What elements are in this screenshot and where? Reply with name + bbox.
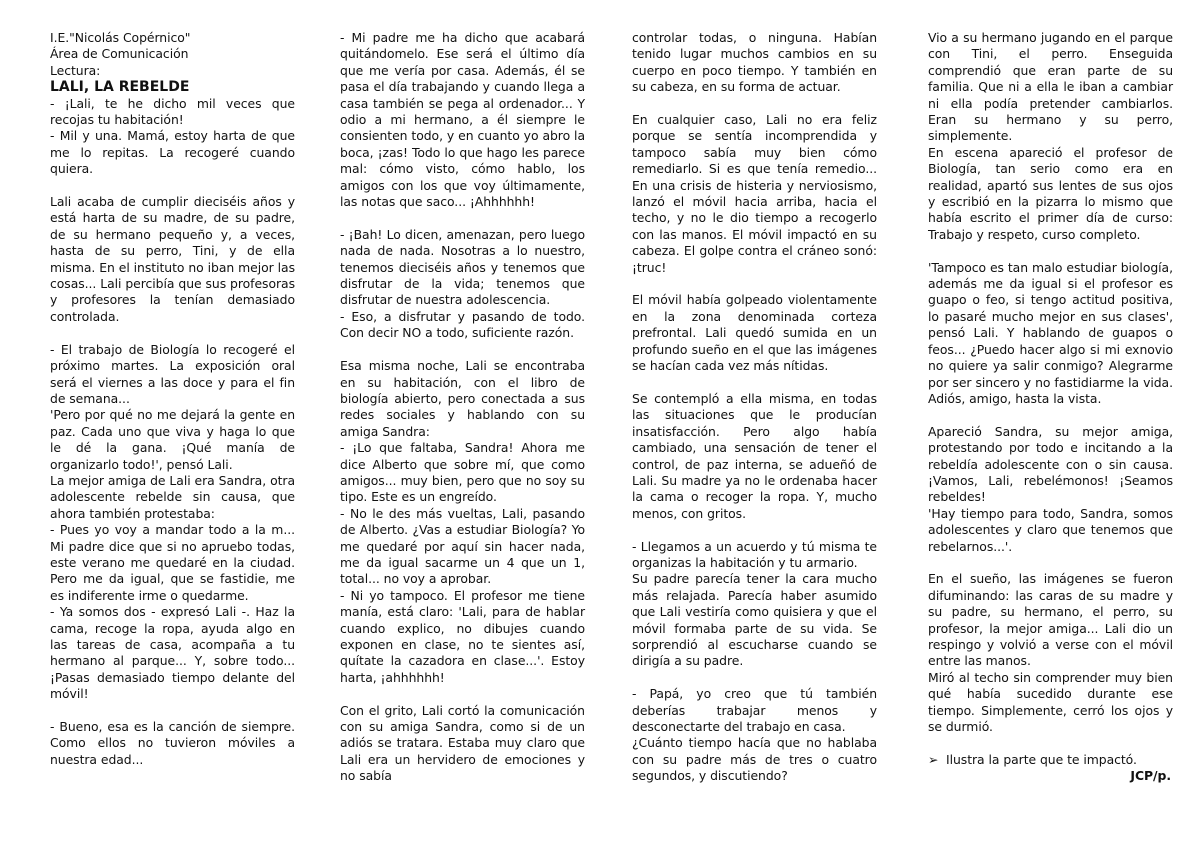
reading-label: Lectura: [50,62,101,78]
story-paragraph: - Llegamos a un acuerdo y tú misma te organizas la habitación y tu armario. [632,538,877,570]
story-paragraph: 'Tampoco es tan malo estudiar biología, además me da igual si el profesor es guapo o feo, si tengo actitud positiva, lo pasaré mucho mejor en sus clases', pensó Lali. Y hablando de guapos o feos... ¿Puedo hacer algo si mi exnovio no quiere ya salir conmigo? Alegrarme por ser sincero y no fastidiarme la vida. Adiós, amigo, hasta la vista. [928,259,1173,406]
story-paragraph: - El trabajo de Biología lo recogeré el próximo martes. La exposición oral será el viernes a las doce y para el fin de semana... [50,341,295,406]
story-paragraph: controlar todas, o ninguna. Habían tenido lugar muchos cambios en su cuerpo en poco tiempo. Y también en su cabeza, en su forma de actuar. [632,30,877,95]
story-paragraph: Esa misma noche, Lali se encontraba en su habitación, con el libro de biología abierto, pero conectada a sus redes sociales y hablando con su amiga Sandra: [340,358,585,439]
story-paragraph: ¿Cuánto tiempo hacía que no hablaba con su padre más de tres o cuatro segundos, y discutiendo? [632,735,877,784]
arrow-bullet-icon: ➢ [928,751,939,767]
subject-area: Área de Comunicación [50,46,189,62]
story-paragraph: - Eso, a disfrutar y pasando de todo. Con decir NO a todo, suficiente razón. [340,308,585,341]
paragraph-spacer [632,375,877,391]
story-paragraph: - Ya somos dos - expresó Lali -. Haz la cama, recoge la ropa, ayuda algo en las tareas de casa, acompaña a tu hermano al parque... Y, sobre todo... ¡Pasas demasiado tiempo delante del móvil! [50,604,295,702]
story-paragraph: La mejor amiga de Lali era Sandra, otra adolescente rebelde sin causa, que ahora también protestaba: [50,472,295,521]
paragraph-spacer [50,178,295,194]
task-text: Ilustra la parte que te impactó. [946,751,1137,767]
paragraph-spacer [928,407,1173,423]
story-title: LALI, LA REBELDE [50,79,190,96]
paragraph-spacer [50,703,295,719]
story-paragraph: - Ni yo tampoco. El profesor me tiene manía, está claro: 'Lali, para de hablar cuando explico, no dibujes cuando exponen en clase, no te sientes así, quítate la cazadora en clase...'. Estoy harta, ¡ahhhhhh! [340,587,585,685]
story-paragraph: Apareció Sandra, su mejor amiga, protestando por todo e incitando a la rebeldía adolescente con o sin causa. ¡Vamos, Lali, rebelémonos! ¡Seamos rebeldes! [928,423,1173,505]
paragraph-spacer [340,686,585,702]
story-paragraph: En cualquier caso, Lali no era feliz porque se sentía incomprendida y tampoco sabía muy bien cómo remediarlo. Si es que tenía remedio... En una crisis de histeria y nerviosismo, lanzó el móvil hacia arriba, hacia el techo, y no le dio tiempo a recogerlo con las manos. El móvil impactó en su cabeza. El golpe contra el cráneo sonó: ¡truc! [632,112,877,275]
story-paragraph: Miró al techo sin comprender muy bien qué había sucedido durante ese tiempo. Simplemente, cerró los ojos y se durmió. [928,669,1173,735]
story-paragraph: - Papá, yo creo que tú también deberías trabajar menos y desconectarte del trabajo en casa. [632,686,877,734]
paragraph-spacer [928,555,1173,571]
story-paragraph: En el sueño, las imágenes se fueron difuminando: las caras de su madre y su padre, su hermano, el perro, su profesor, la mejor amiga... Lali dio un respingo y volvió a verse con el móvil entre las manos. [928,571,1173,669]
paragraph-spacer [50,325,295,341]
story-paragraph: El móvil había golpeado violentamente en la zona denominada corteza prefrontal. Lali quedó sumida en un profundo sueño en el que las imágenes se hacían cada vez más nítidas. [632,292,877,374]
story-paragraph: - Mi padre me ha dicho que acabará quitándomelo. Ese será el último día que me vería por casa. Además, él se pasa el día trabajando y cuando llega a casa también se pega al ordenador... Y odio a mi hermano, a él siempre le consienten todo, y en cuanto yo abro la boca, ¡zas! Todo lo que hago les parece mal: cómo visto, cómo hablo, los amigos con los que voy últimamente, las notas que saco... ¡Ahhhhhh! [340,30,585,210]
paragraph-spacer [928,243,1173,259]
story-paragraph: - Mil y una. Mamá, estoy harta de que me lo repitas. La recogeré cuando quiera. [50,128,295,177]
column-2-text [340,30,585,785]
task-instruction [928,752,1173,768]
paragraph-spacer [340,210,585,226]
story-paragraph: Con el grito, Lali cortó la comunicación con su amiga Sandra, como si de un adiós se tratara. Estaba muy claro que Lali era un hervidero de emociones y no sabía [340,702,585,784]
story-paragraph: En escena apareció el profesor de Biología, tan serio como era en realidad, apartó sus lentes de sus ojos y escribió en la pizarra lo mismo que había escrito el primer día de curso: Trabajo y respeto, curso completo. [928,144,1173,242]
paragraph-spacer [632,522,877,538]
story-paragraph: - No le des más vueltas, Lali, pasando de Alberto. ¿Vas a estudiar Biología? Yo me quedaré por aquí sin hacer nada, me da igual sacarme un 4 que un 1, total... no voy a aprobar. [340,505,585,587]
story-paragraph: 'Hay tiempo para todo, Sandra, somos adolescentes y claro que tenemos que rebelarnos...'. [928,505,1173,554]
column-4-text [928,30,1173,752]
story-paragraph: - ¡Lali, te he dicho mil veces que recojas tu habitación! [50,95,295,128]
column-1 [50,30,295,768]
story-paragraph: Se contempló a ella misma, en todas las situaciones que le producían insatisfacción. Pero algo había cambiado, una sensación de tener el control, de paz interna, se adueñó de Lali. Su madre ya no le ordenaba hacer la cama o recoger la ropa. Y, mucho menos, con gritos. [632,390,877,521]
story-paragraph: - ¡Lo que faltaba, Sandra! Ahora me dice Alberto que sobre mí, que como amigos... muy bien, pero que no soy su tipo. Este es un engreído. [340,440,585,505]
paragraph-spacer [928,735,1173,751]
author-signature: JCP/p. [1130,768,1171,784]
column-3-text [632,30,877,785]
paragraph-spacer [632,96,877,112]
story-paragraph: Lali acaba de cumplir dieciséis años y está harta de su madre, de su padre, de su hermano pequeño y, a veces, hasta de su perro, Tini, y de ella misma. En el instituto no iban mejor las cosas... Lali percibía que sus profesoras y profesores la tenían demasiado controlada. [50,194,295,324]
story-paragraph: - ¡Bah! Lo dicen, amenazan, pero luego nada de nada. Nosotras a lo nuestro, tenemos dieciséis años y tenemos que disfrutar de la vida; tenemos que disfrutar de nuestra adolescencia. [340,226,585,308]
paragraph-spacer [340,342,585,358]
story-paragraph: - Bueno, esa es la canción de siempre. Como ellos no tuvieron móviles a nuestra edad... [50,719,295,767]
school-name: I.E."Nicolás Copérnico" [50,30,191,45]
story-paragraph: 'Pero por qué no me dejará la gente en paz. Cada uno que viva y haga lo que le dé la gana. ¡Qué manía de organizarlo todo!', pensó Lali. [50,407,295,472]
story-paragraph: Vio a su hermano jugando en el parque con Tini, el perro. Enseguida comprendió que eran parte de su familia. Que ni a ella le iban a cambiar ni ella podía pretender cambiarlos. Eran su hermano y su perro, simplemente. [928,30,1173,144]
story-paragraph: - Pues yo voy a mandar todo a la m... Mi padre dice que si no apruebo todas, este verano me quedaré en la ciudad. Pero me da igual, que se fastidie, me es indiferente irme o quedarme. [50,522,295,603]
column-4 [928,30,1173,785]
paragraph-spacer [632,670,877,686]
story-paragraph: Su padre parecía tener la cara mucho más relajada. Parecía haber asumido que Lali vestiría como quisiera y que el móvil formaba parte de su vida. Se sorprendió al escucharse cuando se dirigía a su padre. [632,571,877,669]
column-3 [632,30,877,785]
column-2 [340,30,585,785]
paragraph-spacer [632,276,877,292]
column-1-text [50,96,295,769]
